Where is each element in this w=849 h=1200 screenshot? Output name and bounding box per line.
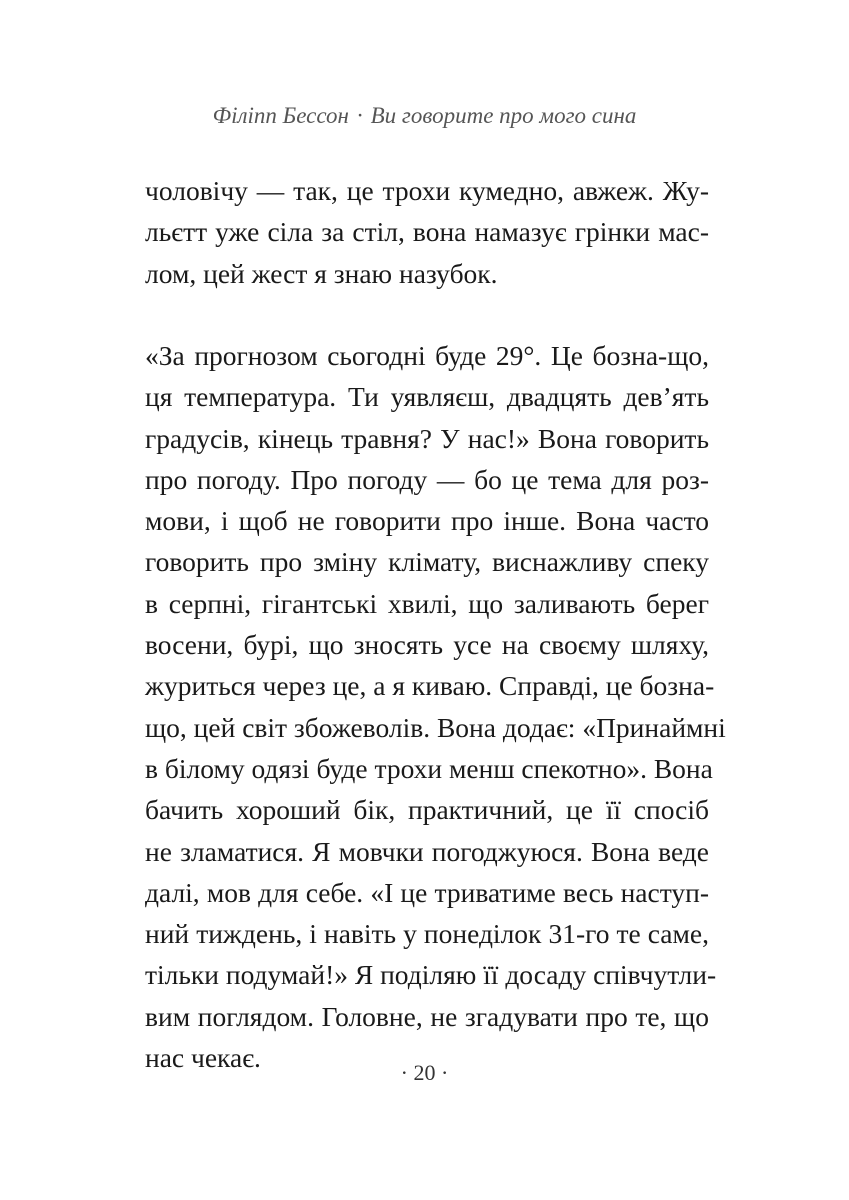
- text-line: в серпні, гігантські хвилі, що заливають берег: [145, 587, 709, 619]
- text-line: бачить хороший бік, практичний, це її спосіб: [145, 794, 709, 826]
- header-author: Філіпп Бессон: [212, 103, 349, 128]
- text-line: ця температура. Ти уявляєш, двадцять дев’ять: [145, 381, 709, 413]
- text-line: говорить про зміну клімату, виснажливу спеку: [145, 546, 709, 578]
- text-line: тільки подумай!» Я поділяю її досаду співчутли-: [145, 959, 717, 991]
- text-line: журиться через це, а я киваю. Справді, це бозна-: [145, 670, 715, 702]
- text-line: лом, цей жест я знаю назубок.: [145, 257, 498, 289]
- text-line: восени, бурі, що зносять усе на своєму шляху,: [145, 629, 709, 661]
- paragraph-1: [145, 170, 709, 294]
- text-line: мови, і щоб не говорити про інше. Вона часто: [145, 505, 709, 537]
- text-line: чоловічу — так, це трохи кумедно, авжеж. Жу-: [145, 175, 709, 206]
- text-line: градусів, кінець травня? У нас!» Вона говорить: [145, 422, 709, 454]
- text-line: вим поглядом. Головне, не згадувати про те, що: [145, 1000, 709, 1032]
- page-number: · 20 ·: [400, 1060, 449, 1085]
- text-line: «За прогнозом сьогодні буде 29°. Це бозна-що,: [145, 340, 709, 371]
- header-book-title: Ви говорите про мого сина: [370, 103, 637, 128]
- text-line: про погоду. Про погоду — бо це тема для роз-: [145, 463, 709, 495]
- text-line: не зламатися. Я мовчки погоджуюся. Вона веде: [145, 835, 709, 867]
- text-line: ний тиждень, і навіть у понеділок 31-го те саме,: [145, 918, 709, 950]
- text-line: що, цей світ збожеволів. Вона додає: «Принаймні: [145, 711, 726, 743]
- text-line: льєтт уже сіла за стіл, вона намазує грінки мас-: [145, 216, 709, 248]
- text-line: нас чекає.: [145, 1042, 261, 1074]
- text-line: в білому одязі буде трохи менш спекотно». Вона: [145, 752, 713, 784]
- paragraph-2: [145, 335, 726, 1078]
- header-separator: ·: [356, 103, 363, 128]
- text-line: далі, мов для себе. «І це триватиме весь наступ-: [145, 876, 709, 908]
- running-header: [0, 103, 849, 129]
